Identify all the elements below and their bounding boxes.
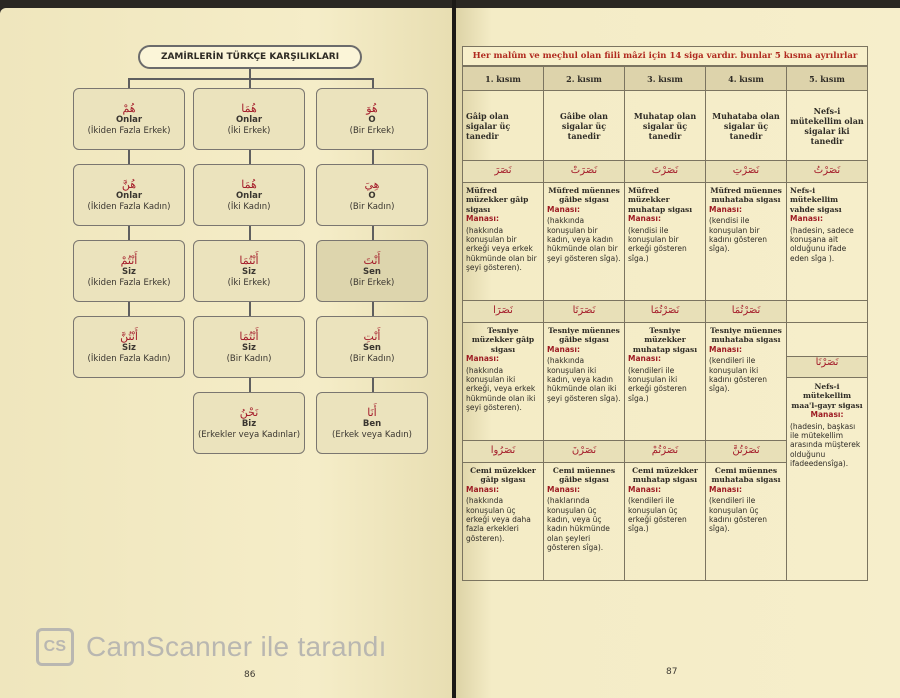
column-description: Muhataba olan sigalar üç tanedir — [706, 91, 787, 161]
column-header: 4. kısım — [706, 67, 787, 91]
siga-title: Tesniye müennes muhataba sigası — [710, 326, 782, 345]
column-header: 5. kısım — [787, 67, 868, 91]
connector — [372, 302, 374, 316]
arabic-form: نَصَرْنَ — [544, 441, 625, 463]
pronoun-desc: (Bir Kadın) — [226, 353, 272, 364]
pronoun-label: Sen — [363, 343, 381, 354]
siga-cell — [463, 323, 544, 441]
connector — [249, 78, 251, 88]
pronoun-node — [316, 88, 428, 150]
manasi-label: Manası: — [547, 344, 580, 354]
pronoun-node — [316, 164, 428, 226]
pronoun-node — [193, 316, 305, 378]
column-header-row — [463, 67, 868, 91]
connector — [128, 78, 130, 88]
connector — [372, 78, 374, 88]
manasi-label: Manası: — [547, 484, 580, 494]
connector — [372, 378, 374, 392]
siga-cell — [544, 323, 625, 441]
pronoun-desc: (İkiden Fazla Kadın) — [87, 353, 171, 364]
arabic-form: نَصَرُوا — [463, 441, 544, 463]
siga-meaning: (kendileri ile konuşulan iki kadını gösteren sîga). — [709, 356, 767, 394]
siga-title: Nefs-i mütekellim maa'l-gayr sigası — [791, 382, 863, 410]
column-description: Muhatap olan sigalar üç tanedir — [625, 91, 706, 161]
siga-cell — [544, 183, 625, 301]
connector — [249, 150, 251, 164]
arabic-form: نَصَرَتَا — [544, 301, 625, 323]
pronoun-desc: (İkiden Fazla Kadın) — [87, 201, 171, 212]
siga-cell — [625, 463, 706, 581]
arabic-pronoun: أَنْتُمَا — [239, 253, 259, 267]
pronoun-node — [73, 88, 185, 150]
arabic-pronoun: أَنَا — [367, 405, 377, 419]
connector — [249, 226, 251, 240]
arabic-row — [463, 161, 868, 183]
siga-row — [463, 323, 868, 441]
arabic-form: نَصَرْتُنَّ — [706, 441, 787, 463]
siga-title: Tesniye müzekker muhatap sigası — [632, 326, 698, 354]
connector — [128, 226, 130, 240]
pronoun-label: Siz — [242, 267, 256, 278]
pronoun-desc: (İkiden Fazla Erkek) — [87, 277, 171, 288]
siga-cell — [625, 183, 706, 301]
camscanner-logo: CS — [36, 628, 74, 666]
siga-meaning: (kendileri ile konuşulan üç erkeği gösteren sîga.) — [628, 496, 687, 534]
arabic-pronoun: أَنْتُمْ — [120, 253, 138, 267]
connector — [249, 302, 251, 316]
manasi-label: Manası: — [810, 410, 844, 420]
manasi-label: Manası: — [628, 354, 661, 364]
pronoun-node — [193, 240, 305, 302]
column-description: Nefs-i mütekellim olan sigalar iki tanedir — [787, 91, 868, 161]
pronoun-label: Biz — [241, 419, 257, 430]
connector — [372, 150, 374, 164]
manasi-label: Manası: — [709, 344, 742, 354]
page-number-right: 87 — [666, 667, 678, 677]
siga-title: Nefs-i mütekellim vahde sigası — [790, 186, 842, 214]
arabic-form: نَصَرَ — [463, 161, 544, 183]
siga-meaning: (kendileri ile konuşulan iki erkeği gösteren sîga.) — [628, 365, 687, 403]
siga-title: Müfred müennes gâibe sigası — [548, 186, 620, 205]
siga-meaning: (hakkında konuşulan iki kadın, veya kadın hükmünde olan iki şeyi gösteren sîga). — [547, 356, 621, 403]
pronoun-label: Siz — [122, 343, 136, 354]
pronoun-node — [316, 240, 428, 302]
siga-meaning: (hakkında konuşulan bir kadın, veya kadın hükmünde olan bir şeyi gösteren sîga). — [547, 216, 621, 263]
pronoun-chart-title: ZAMİRLERİN TÜRKÇE KARŞILIKLARI — [138, 45, 362, 69]
arabic-form: نَصَرْتُمْ — [625, 441, 706, 463]
column-header: 3. kısım — [625, 67, 706, 91]
connector — [128, 302, 130, 316]
pronoun-desc: (İki Erkek) — [227, 277, 271, 288]
connector — [372, 226, 374, 240]
arabic-pronoun: أَنْتُنَّ — [120, 329, 138, 343]
pronoun-label: Siz — [242, 343, 256, 354]
pronoun-label: O — [368, 191, 376, 202]
siga-row — [463, 183, 868, 301]
siga-meaning: (hakkında konuşulan iki erkeği, veya erkek hükmünde olan iki şeyi gösteren). — [466, 365, 536, 412]
siga-meaning: (hadesin, başkası ile mütekellim arasında müşterek olduğunu ifadeedensîga). — [790, 421, 861, 468]
arabic-pronoun: هُمَا — [241, 177, 257, 191]
column-description: Gâibe olan sigalar üç tanedir — [544, 91, 625, 161]
pronoun-desc: (İkiden Fazla Erkek) — [87, 125, 171, 136]
manasi-label: Manası: — [709, 204, 742, 214]
pronoun-desc: (İki Erkek) — [227, 125, 271, 136]
arabic-form: نَصَرْتُمَا — [706, 301, 787, 323]
pronoun-label: O — [368, 115, 376, 126]
siga-cell — [787, 323, 868, 581]
pronoun-node — [73, 164, 185, 226]
siga-cell — [463, 183, 544, 301]
siga-title: Müfred müzekker gâip sigası — [466, 186, 529, 214]
siga-title: Cemi müzekker gâip sigası — [470, 466, 536, 485]
arabic-form: نَصَرْتُ — [787, 161, 868, 183]
siga-meaning: (kendisi ile konuşulan bir erkeği gösteren sîga.) — [628, 225, 687, 263]
arabic-pronoun: هُنَّ — [121, 177, 137, 191]
arabic-form: نَصَرَا — [463, 301, 544, 323]
siga-meaning: (hadesin, sadece konuşana ait olduğunu ifade eden sîga ). — [790, 225, 854, 263]
manasi-label: Manası: — [466, 354, 499, 364]
arabic-form: نَصَرَتْ — [544, 161, 625, 183]
pronoun-label: Onlar — [235, 115, 263, 126]
manasi-label: Manası: — [466, 214, 499, 224]
arabic-form: نَصَرْتُمَا — [625, 301, 706, 323]
arabic-row — [463, 301, 868, 323]
siga-title: Müfred müzekker muhatap sigası — [628, 186, 693, 214]
watermark-text: CamScanner ile tarandı — [86, 631, 387, 662]
arabic-pronoun: هُمَا — [241, 101, 257, 115]
siga-meaning: (kendileri ile konuşulan üç kadını gösteren sîga). — [709, 496, 767, 534]
manasi-label: Manası: — [628, 484, 661, 494]
pronoun-node — [316, 316, 428, 378]
siga-meaning: (hakkında konuşulan bir erkeği veya erkek hükmünde olan bir şeyi gösteren). — [466, 225, 537, 272]
siga-meaning: (kendisi ile konuşulan bir kadını gösteren sîga). — [709, 216, 767, 254]
manasi-label: Manası: — [466, 484, 499, 494]
empty-cell — [787, 301, 868, 323]
manasi-label: Manası: — [709, 484, 742, 494]
arabic-pronoun: أَنْتَ — [363, 253, 381, 267]
page-number-left: 86 — [244, 670, 256, 680]
siga-title: Tesniye müennes gâibe sigası — [548, 326, 620, 345]
pronoun-node — [193, 88, 305, 150]
pronoun-node — [73, 316, 185, 378]
pronoun-desc: (İki Kadın) — [227, 201, 271, 212]
arabic-pronoun: نَحْنُ — [239, 405, 259, 419]
arabic-pronoun: هُوَ — [366, 101, 378, 115]
pronoun-desc: (Bir Kadın) — [349, 353, 395, 364]
siga-meaning: (hakkında konuşulan üç erkeği veya daha fazla erkekleri gösteren). — [466, 496, 531, 543]
description-row — [463, 91, 868, 161]
pronoun-desc: (Bir Erkek) — [349, 277, 395, 288]
pronoun-label: Sen — [363, 267, 381, 278]
camscanner-watermark — [36, 628, 387, 666]
siga-cell — [625, 323, 706, 441]
pronoun-label: Onlar — [235, 191, 263, 202]
siga-title: Cemi müzekker muhatap sigası — [632, 466, 698, 485]
pronoun-label: Onlar — [115, 115, 143, 126]
siga-cell — [706, 323, 787, 441]
manasi-label: Manası: — [790, 214, 823, 224]
siga-title: Cemi müennes muhataba sigası — [711, 466, 781, 485]
arabic-form: نَصَرْنَا — [787, 356, 867, 378]
siga-title: Tesniye müzekker gâip sigası — [471, 326, 535, 354]
pronoun-desc: (Erkekler veya Kadınlar) — [197, 429, 301, 440]
siga-cell — [706, 463, 787, 581]
siga-meaning: (haklarında konuşulan üç kadın, veya üç kadın hükmünde olan şeyleri gösteren sîga). — [547, 496, 610, 552]
pronoun-label: Siz — [122, 267, 136, 278]
column-header: 1. kısım — [463, 67, 544, 91]
siga-table — [462, 46, 868, 581]
arabic-pronoun: أَنْتِ — [363, 329, 381, 343]
connector — [249, 378, 251, 392]
arabic-form: نَصَرْتِ — [706, 161, 787, 183]
connector — [128, 150, 130, 164]
pronoun-node — [193, 164, 305, 226]
pronoun-label: Ben — [362, 419, 382, 430]
pronoun-node — [316, 392, 428, 454]
siga-cell — [787, 183, 868, 301]
pronoun-desc: (Erkek veya Kadın) — [332, 429, 412, 440]
pronoun-node — [193, 392, 305, 454]
pronoun-node — [73, 240, 185, 302]
pronoun-label: Onlar — [115, 191, 143, 202]
arabic-pronoun: أَنْتُمَا — [239, 329, 259, 343]
siga-cell — [706, 183, 787, 301]
siga-title: Cemi müennes gâibe sigası — [552, 466, 616, 485]
arabic-form: نَصَرْتَ — [625, 161, 706, 183]
connector — [128, 78, 374, 80]
siga-cell — [544, 463, 625, 581]
column-header: 2. kısım — [544, 67, 625, 91]
manasi-label: Manası: — [547, 204, 580, 214]
manasi-label: Manası: — [628, 214, 661, 224]
pronoun-desc: (Bir Kadın) — [349, 201, 395, 212]
pronoun-desc: (Bir Erkek) — [349, 125, 395, 136]
table-header-title: Her malûm ve meçhul olan fiili mâzi için 14 siga vardır. bunlar 5 kısma ayrılırlar — [462, 46, 868, 66]
siga-cell — [463, 463, 544, 581]
siga-title: Müfred müennes muhataba sigası — [710, 186, 782, 205]
arabic-pronoun: هِيَ — [364, 177, 380, 191]
arabic-pronoun: هُمْ — [122, 101, 136, 115]
column-description: Gâip olan sigalar üç tanedir — [463, 91, 544, 161]
